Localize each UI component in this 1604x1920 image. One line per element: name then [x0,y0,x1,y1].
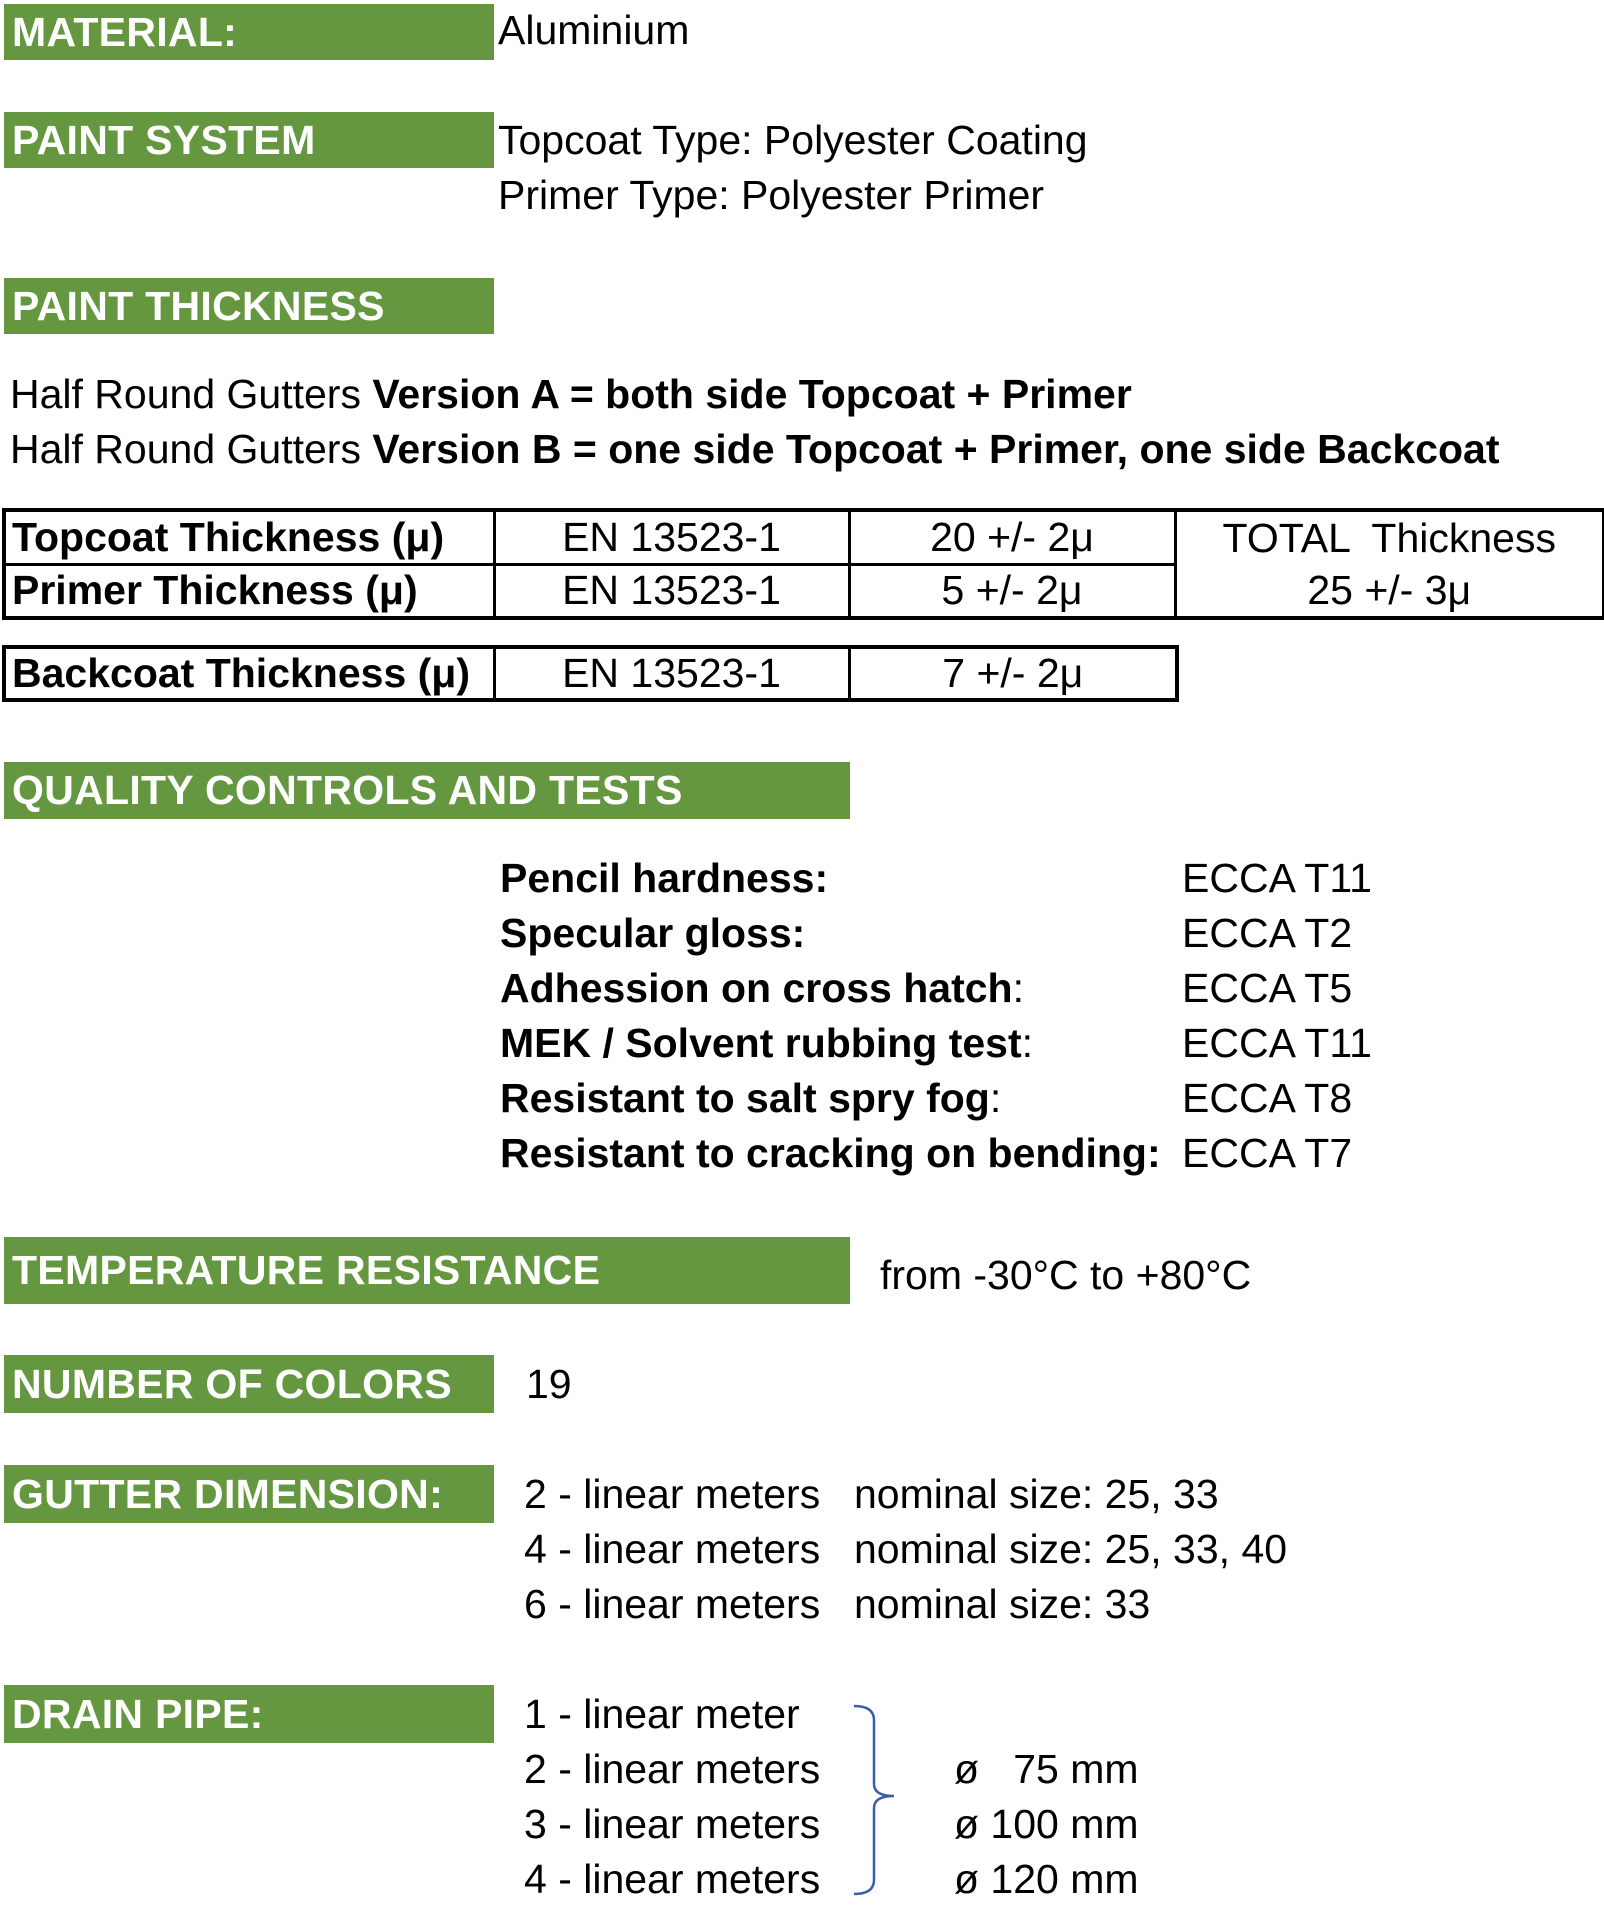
paint-thickness-header: PAINT THICKNESS [4,278,494,334]
test-label-text: Adhession on cross hatch [500,965,1013,1011]
version-a-line [10,367,1132,422]
primer-type-line: Primer Type: Polyester Primer [498,172,1045,218]
brace-icon [850,1700,900,1900]
test-value: ECCA T2 [1182,910,1353,956]
test-label-colon: : [1012,965,1025,1011]
total-thickness-value: 25 +/- 3μ [1307,567,1472,613]
test-value: ECCA T11 [1182,855,1372,901]
backcoat-table [2,645,1179,702]
gutter-size: nominal size: 25, 33 [854,1471,1219,1517]
temperature-header: TEMPERATURE RESISTANCE [4,1237,850,1304]
test-label-colon: : [989,1075,1002,1121]
gutter-size: nominal size: 25, 33, 40 [854,1526,1288,1572]
colors-value: 19 [526,1361,572,1407]
test-label-text: Pencil hardness [500,855,815,901]
thickness-table [2,508,1604,620]
test-label-colon: : [814,855,829,901]
test-label [500,961,1024,1016]
drain-diameter: ø 120 mm [954,1856,1139,1902]
drain-length: 1 - linear meter [524,1691,800,1737]
test-label-text: Resistant to cracking on bending: [500,1130,1161,1176]
paint-system-header: PAINT SYSTEM [4,112,494,168]
backcoat-thickness-label: Backcoat Thickness (μ) [4,647,494,700]
gutter-header: GUTTER DIMENSION: [4,1465,494,1523]
gutter-length: 6 - linear meters [524,1581,821,1627]
version-b-description: Version B = one side Topcoat + Primer, one side Backcoat [372,426,1500,472]
total-thickness-cell [1175,510,1604,618]
backcoat-standard: EN 13523-1 [494,647,849,700]
material-header: MATERIAL: [4,4,494,60]
colors-header: NUMBER OF COLORS [4,1355,494,1413]
gutter-length: 4 - linear meters [524,1526,821,1572]
test-label-text: Specular gloss [500,910,792,956]
drain-diameter: ø 75 mm [954,1746,1139,1792]
topcoat-thickness-label: Topcoat Thickness (μ) [4,510,494,564]
test-label [500,851,828,906]
test-value: ECCA T5 [1182,965,1353,1011]
primer-thickness-label: Primer Thickness (μ) [4,564,494,618]
topcoat-standard: EN 13523-1 [494,510,849,564]
drain-diameter: ø 100 mm [954,1801,1139,1847]
drain-header: DRAIN PIPE: [4,1685,494,1743]
drain-length: 2 - linear meters [524,1746,821,1792]
quality-header: QUALITY CONTROLS AND TESTS [4,762,850,819]
test-label [500,1016,1033,1071]
material-value: Aluminium [498,7,690,53]
table-row [4,510,1604,564]
test-value: ECCA T11 [1182,1020,1372,1066]
test-label [500,906,805,961]
primer-value: 5 +/- 2μ [849,564,1175,618]
temperature-value: from -30°C to +80°C [880,1252,1252,1298]
primer-standard: EN 13523-1 [494,564,849,618]
test-value: ECCA T7 [1182,1130,1353,1176]
version-a-prefix: Half Round Gutters [10,371,373,417]
test-label [500,1126,1161,1181]
test-value: ECCA T8 [1182,1075,1353,1121]
test-label-colon: : [791,910,806,956]
topcoat-type-line: Topcoat Type: Polyester Coating [498,117,1088,163]
drain-length: 3 - linear meters [524,1801,821,1847]
table-row [4,647,1177,700]
drain-length: 4 - linear meters [524,1856,821,1902]
test-label-text: MEK / Solvent rubbing test [500,1020,1022,1066]
test-label [500,1071,1001,1126]
backcoat-value: 7 +/- 2μ [849,647,1177,700]
total-thickness-label: TOTAL Thickness [1222,515,1556,561]
test-label-colon: : [1021,1020,1034,1066]
version-b-prefix: Half Round Gutters [10,426,373,472]
version-b-line [10,422,1499,477]
version-a-description: Version A = both side Topcoat + Primer [372,371,1132,417]
gutter-length: 2 - linear meters [524,1471,821,1517]
topcoat-value: 20 +/- 2μ [849,510,1175,564]
gutter-size: nominal size: 33 [854,1581,1151,1627]
test-label-text: Resistant to salt spry fog [500,1075,990,1121]
